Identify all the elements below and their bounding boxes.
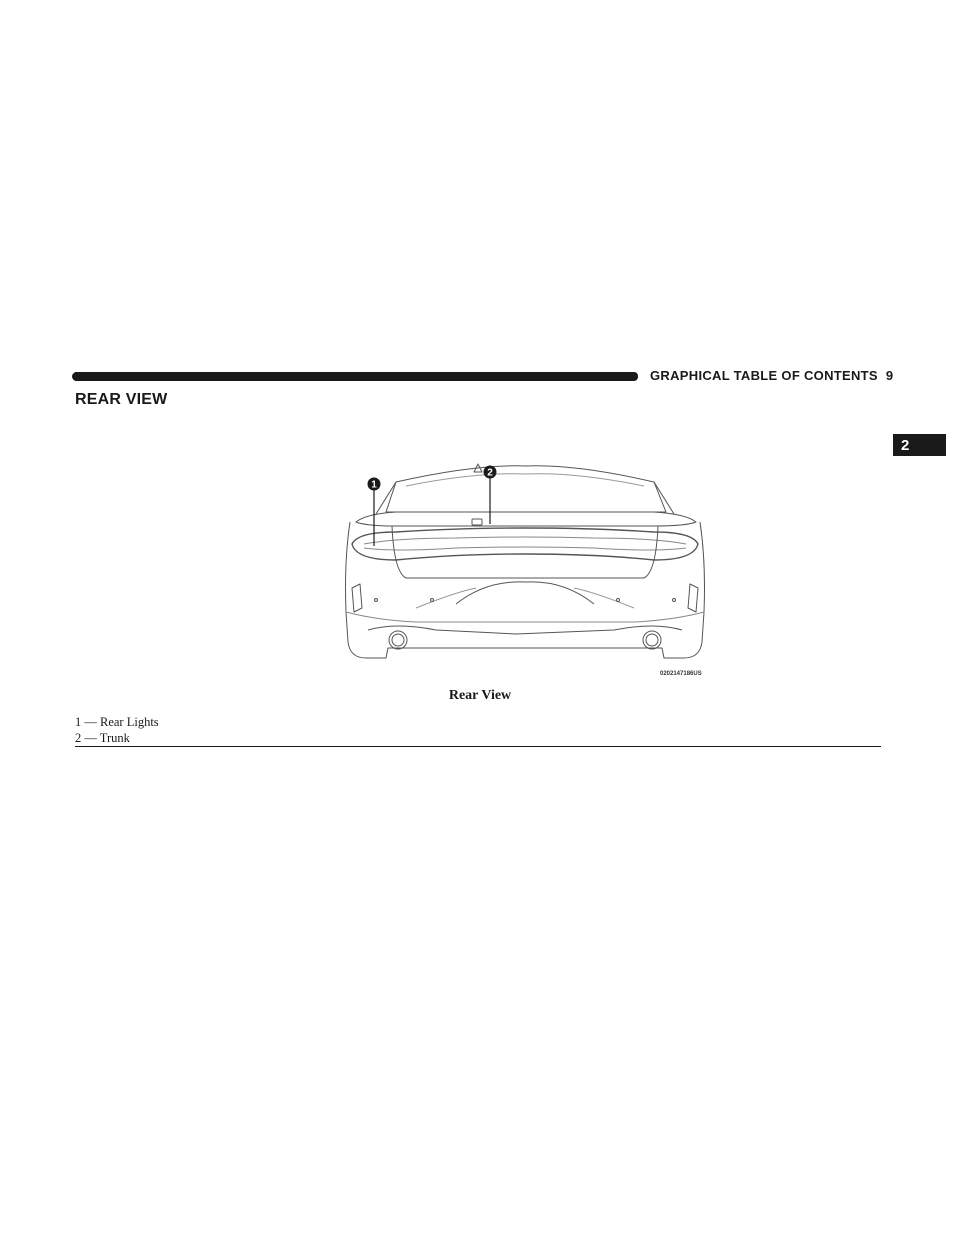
header-bar — [75, 372, 638, 381]
section-title: REAR VIEW — [75, 391, 168, 408]
car-rear-illustration — [336, 462, 714, 684]
running-head — [650, 368, 893, 383]
legend-item: 2 — Trunk — [75, 731, 130, 745]
chapter-tab[interactable] — [893, 434, 946, 456]
callout-1 — [368, 478, 381, 547]
running-title: GRAPHICAL TABLE OF CONTENTS — [650, 368, 878, 383]
section-rule — [75, 746, 881, 747]
figure-caption: Rear View — [448, 688, 512, 703]
chapter-tab-label: 2 — [901, 436, 910, 454]
page-number: 9 — [885, 368, 894, 383]
legend-list — [75, 714, 159, 746]
rear-view-figure — [336, 462, 714, 684]
legend-item: 1 — Rear Lights — [75, 715, 159, 729]
callout-1-label: 1 — [371, 479, 377, 491]
figure-code: 0202147186US — [660, 671, 702, 677]
callout-2 — [484, 466, 497, 525]
callout-2-label: 2 — [487, 467, 493, 479]
